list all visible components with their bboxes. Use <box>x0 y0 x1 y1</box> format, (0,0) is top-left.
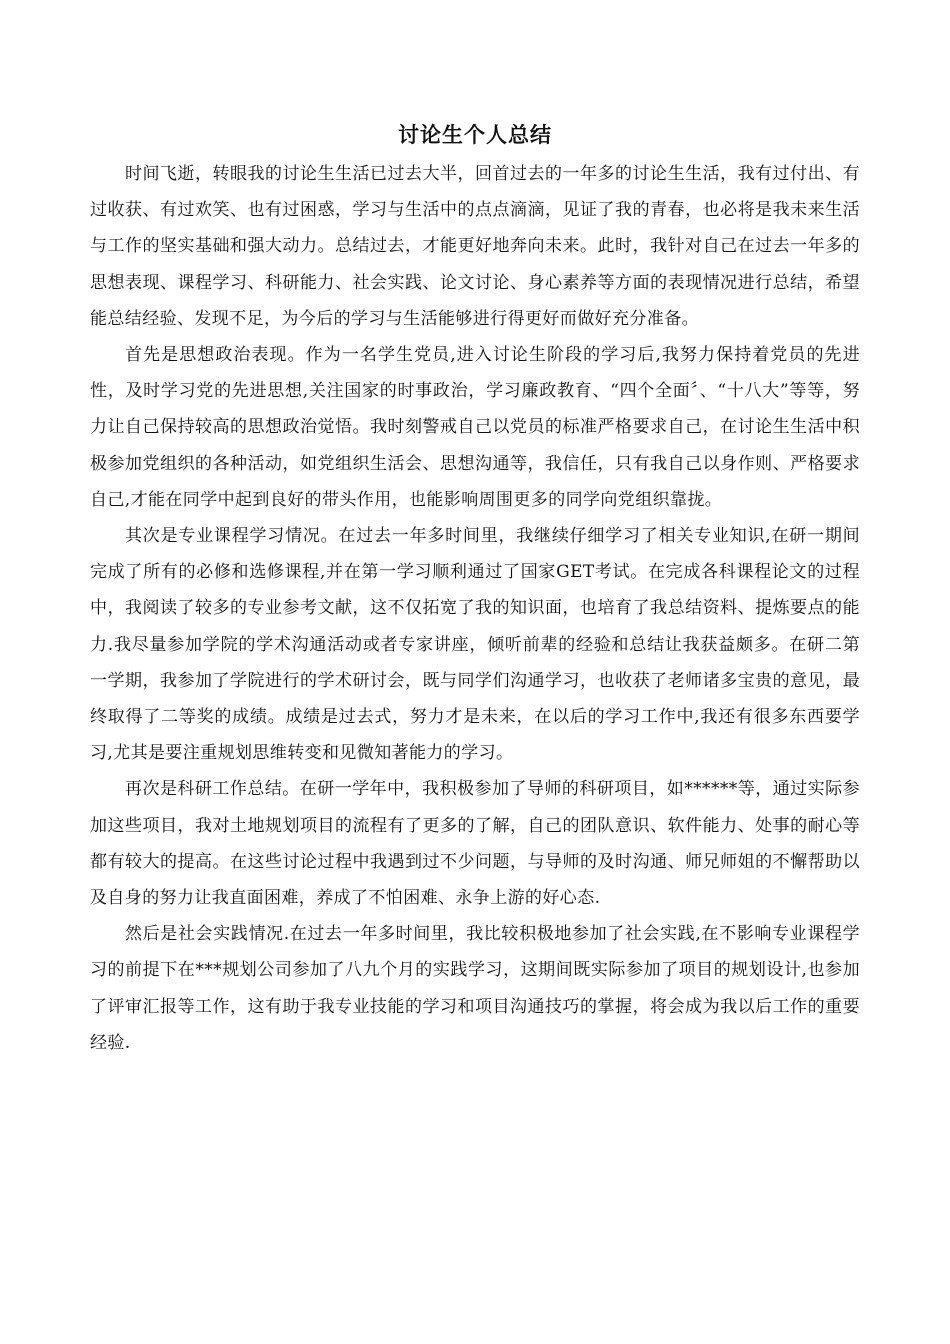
paragraph-research: 再次是科研工作总结。在研一学年中，我积极参加了导师的科研项目，如******等，通过实际参加这些项目，我对土地规划项目的流程有了更多的了解，自己的团队意识、软件能力、处事的耐心等都有较大的提高。在这些讨论过程中我遇到过不少问题，与导师的及时沟通、师兄师姐的不懈帮助以及自身的努力让我直面困难，养成了不怕困难、永争上游的好心态. <box>90 779 860 909</box>
paragraph-social-practice: 然后是社会实践情况.在过去一年多时间里，我比较积极地参加了社会实践,在不影响专业课程学习的前提下在***规划公司参加了八九个月的实践学习，这期间既实际参加了项目的规划设计,也参加了评审汇报等工作，这有助于我专业技能的学习和项目沟通技巧的掌握，将会成为我以后工作的重要经验. <box>90 924 860 1053</box>
paragraph-political: 首先是思想政治表现。作为一名学生党员,进入讨论生阶段的学习后,我努力保持着党员的先进性，及时学习党的先进思想,关注国家的时事政治，学习廉政教育、“四个全面〞、“十八大”等等，努力让自己保持较高的思想政治觉悟。我时刻警戒自己以党员的标准严格要求自己，在讨论生生活中积极参加党组织的各种活动，如党组织生活会、思想沟通等，我信任，只有我自己以身作则、严格要求自己,才能在同学中起到良好的带头作用，也能影响周围更多的同学向党组织靠拢。 <box>90 345 860 510</box>
paragraph-intro: 时间飞逝，转眼我的讨论生生活已过去大半，回首过去的一年多的讨论生生活，我有过付出、有过收获、有过欢笑、也有过困惑，学习与生活中的点点滴滴，见证了我的青春，也必将是我未来生活与工作的坚实基础和强大动力。总结过去，才能更好地奔向未来。此时，我针对自己在过去一年多的思想表现、课程学习、科研能力、社会实践、论文讨论、身心素养等方面的表现情况进行总结，希望能总结经验、发现不足，为今后的学习与生活能够进行得更好而做好充分准备。 <box>90 164 860 329</box>
document-title: 讨论生个人总结 <box>398 123 552 147</box>
paragraph-coursework: 其次是专业课程学习情况。在过去一年多时间里，我继续仔细学习了相关专业知识,在研一期间完成了所有的必修和选修课程,并在第一学习顺利通过了国家GET考试。在完成各科课程论文的过程中，我阅读了较多的专业参考文献，这不仅拓宽了我的知识面，也培育了我总结资料、提炼要点的能力.我尽量参加学院的学术沟通活动或者专家讲座，倾听前辈的经验和总结让我获益颇多。在研二第一学期，我参加了学院进行的学术研讨会，既与同学们沟通学习，也收获了老师诸多宝贵的意见，最终取得了二等奖的成绩。成绩是过去式，努力才是未来，在以后的学习工作中,我还有很多东西要学习,尤其是要注重规划思维转变和见微知著能力的学习。 <box>90 526 860 764</box>
document-page <box>90 118 860 1061</box>
